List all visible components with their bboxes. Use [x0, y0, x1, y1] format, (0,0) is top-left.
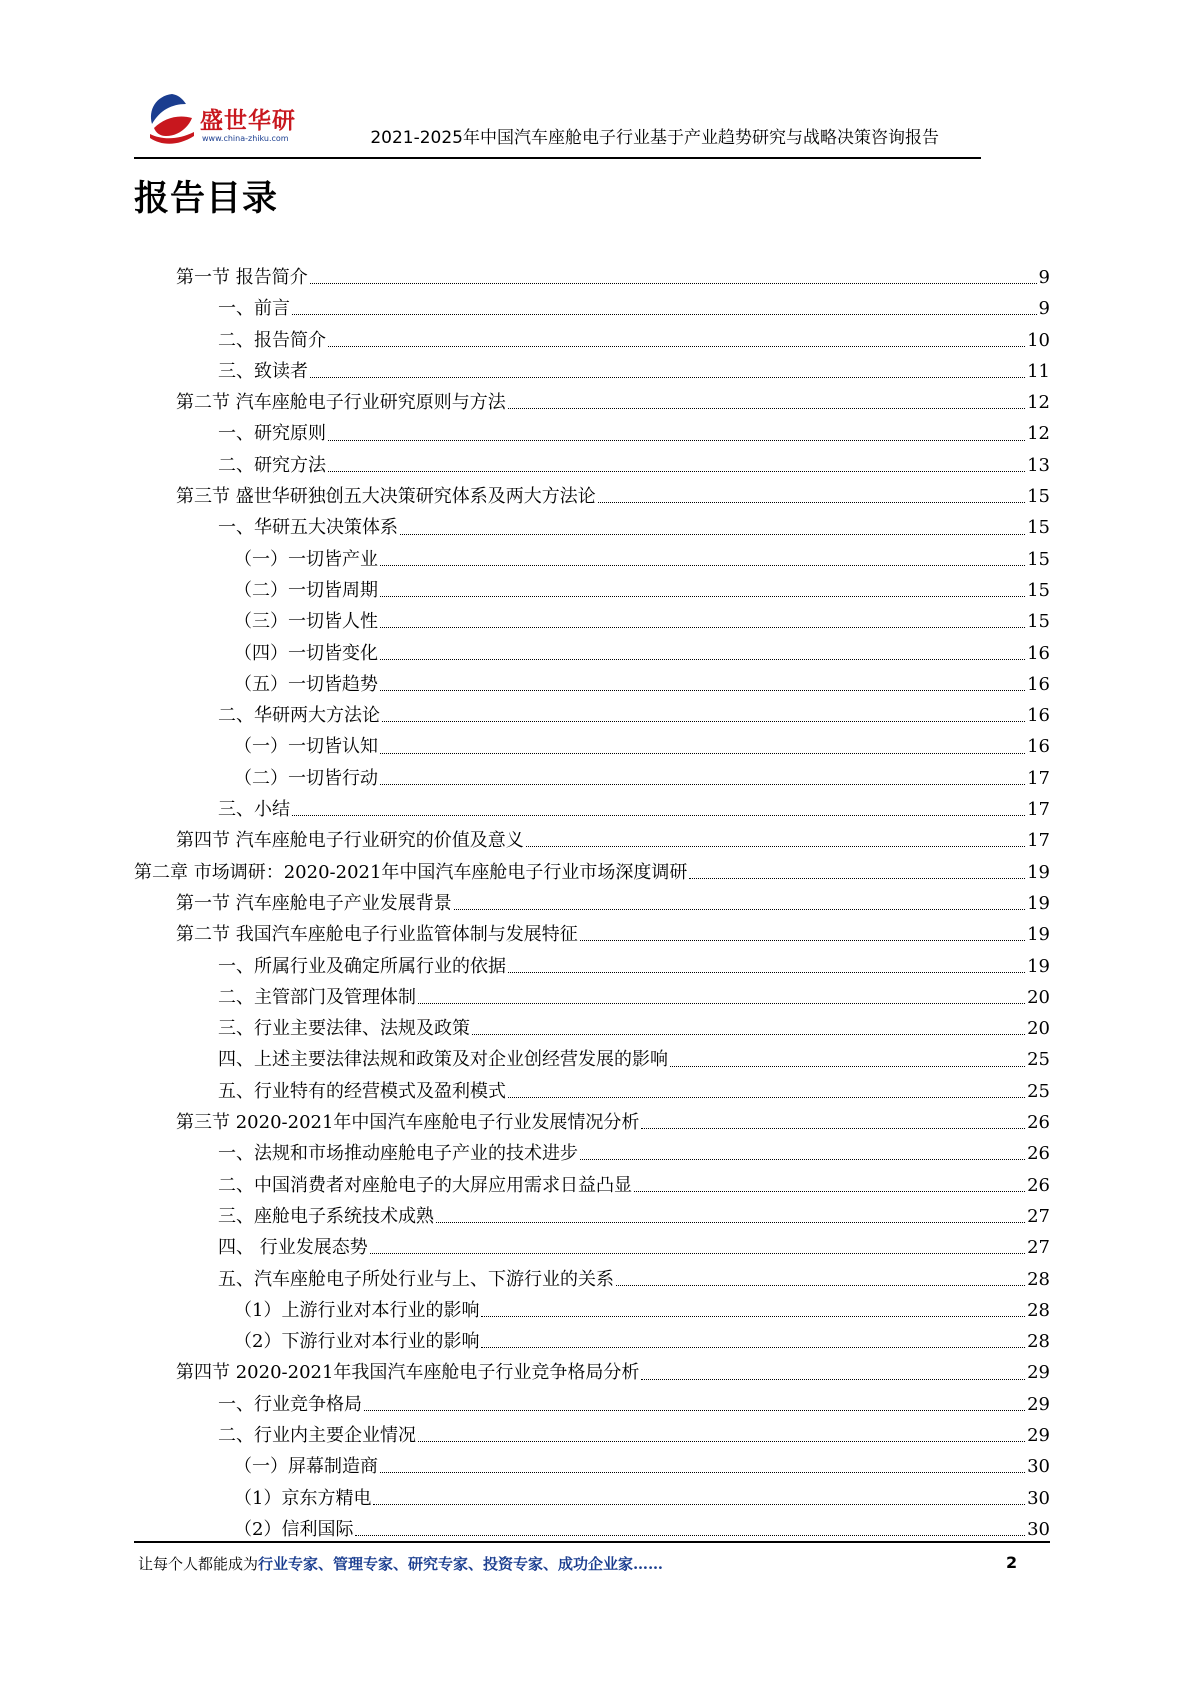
toc-entry[interactable] — [134, 1232, 1050, 1263]
footer-divider — [134, 1541, 1050, 1543]
toc-leader-dots — [508, 972, 1025, 973]
toc-entry-label: 三、小结 — [218, 799, 290, 821]
toc-entry-page: 15 — [1027, 517, 1050, 539]
toc-entry-label: 五、行业特有的经营模式及盈利模式 — [218, 1080, 506, 1102]
toc-entry[interactable] — [134, 1389, 1050, 1420]
toc-leader-dots — [380, 784, 1025, 785]
toc-entry-page: 17 — [1027, 767, 1050, 789]
toc-entry-page: 17 — [1027, 830, 1050, 852]
footer-slogan-accent: 行业专家、管理专家、研究专家、投资专家、成功企业家…… — [258, 1555, 664, 1573]
toc-entry-page: 10 — [1027, 329, 1050, 351]
toc-entry[interactable] — [134, 325, 1050, 356]
toc-leader-dots — [481, 1316, 1025, 1317]
toc-entry-label: 第一节 汽车座舱电子产业发展背景 — [176, 892, 452, 914]
toc-entry-page: 26 — [1027, 1174, 1050, 1196]
toc-entry-page: 15 — [1027, 486, 1050, 508]
toc-entry-label: 一、行业竞争格局 — [218, 1393, 362, 1415]
toc-leader-dots — [641, 1379, 1025, 1380]
toc-entry-page: 27 — [1027, 1205, 1050, 1227]
toc-leader-dots — [380, 627, 1025, 628]
toc-entry[interactable] — [134, 638, 1050, 669]
toc-entry-page: 27 — [1027, 1237, 1050, 1259]
toc-entry[interactable] — [134, 888, 1050, 919]
report-title: 2021-2025年中国汽车座舱电子行业基于产业趋势研究与战略决策咨询报告 — [370, 128, 939, 148]
toc-entry-page: 16 — [1027, 705, 1050, 727]
toc-leader-dots — [292, 314, 1037, 315]
toc-entry-page: 15 — [1027, 548, 1050, 570]
toc-leader-dots — [380, 690, 1025, 691]
toc-leader-dots — [328, 440, 1025, 441]
toc-entry[interactable] — [134, 1420, 1050, 1451]
toc-leader-dots — [382, 721, 1025, 722]
toc-entry-page: 19 — [1027, 861, 1050, 883]
toc-entry-label: 二、中国消费者对座舱电子的大屏应用需求日益凸显 — [218, 1174, 632, 1196]
toc-entry-page: 28 — [1027, 1331, 1050, 1353]
toc-entry-label: 一、前言 — [218, 298, 290, 320]
toc-leader-dots — [380, 753, 1025, 754]
toc-leader-dots — [310, 283, 1037, 284]
toc-entry-page: 16 — [1027, 642, 1050, 664]
toc-entry-label: （1）上游行业对本行业的影响 — [234, 1299, 480, 1321]
toc-entry-label: 第四节 2020-2021年我国汽车座舱电子行业竞争格局分析 — [176, 1362, 640, 1384]
toc-entry[interactable] — [134, 763, 1050, 794]
toc-entry-label: 第二节 汽车座舱电子行业研究原则与方法 — [176, 392, 506, 414]
toc-leader-dots — [380, 596, 1025, 597]
toc-entry[interactable] — [134, 1076, 1050, 1107]
toc-leader-dots — [689, 878, 1025, 879]
toc-entry-label: （2）下游行业对本行业的影响 — [234, 1331, 480, 1353]
toc-entry-label: 第三节 2020-2021年中国汽车座舱电子行业发展情况分析 — [176, 1112, 640, 1134]
company-logo — [142, 86, 322, 156]
toc-entry-label: 第四节 汽车座舱电子行业研究的价值及意义 — [176, 830, 524, 852]
toc-entry[interactable] — [134, 1170, 1050, 1201]
toc-entry-label: 二、研究方法 — [218, 454, 326, 476]
page-number: 2 — [1006, 1553, 1018, 1572]
toc-entry-page: 13 — [1027, 454, 1050, 476]
footer-slogan — [138, 1553, 663, 1574]
toc-entry-label: （二）一切皆行动 — [234, 767, 378, 789]
toc-entry-page: 25 — [1027, 1080, 1050, 1102]
toc-entry[interactable] — [134, 919, 1050, 950]
toc-entry-label: （三）一切皆人性 — [234, 611, 378, 633]
toc-leader-dots — [580, 940, 1025, 941]
toc-entry[interactable] — [134, 825, 1050, 856]
toc-entry[interactable] — [134, 1201, 1050, 1232]
toc-leader-dots — [418, 1441, 1025, 1442]
table-of-contents — [134, 262, 1050, 1545]
toc-leader-dots — [598, 502, 1025, 503]
toc-entry-label: 第一节 报告简介 — [176, 267, 308, 288]
toc-entry-page: 26 — [1027, 1112, 1050, 1134]
toc-entry-page: 30 — [1027, 1487, 1050, 1509]
toc-entry-label: 四、 行业发展态势 — [218, 1237, 368, 1259]
toc-leader-dots — [526, 846, 1025, 847]
toc-entry[interactable] — [134, 262, 1050, 293]
toc-entry-page: 12 — [1027, 423, 1050, 445]
toc-entry-page: 15 — [1027, 611, 1050, 633]
toc-leader-dots — [436, 1222, 1025, 1223]
toc-entry-page: 30 — [1027, 1518, 1050, 1540]
toc-entry-page: 25 — [1027, 1049, 1050, 1071]
toc-entry-label: 一、华研五大决策体系 — [218, 517, 398, 539]
toc-leader-dots — [418, 1003, 1025, 1004]
toc-entry[interactable] — [134, 951, 1050, 982]
toc-entry-page: 16 — [1027, 736, 1050, 758]
toc-entry-label: 第二节 我国汽车座舱电子行业监管体制与发展特征 — [176, 924, 578, 946]
page-header — [134, 78, 981, 158]
toc-entry-page: 16 — [1027, 673, 1050, 695]
toc-entry-label: 二、华研两大方法论 — [218, 705, 380, 727]
toc-entry[interactable] — [134, 606, 1050, 637]
toc-entry[interactable] — [134, 1483, 1050, 1514]
toc-entry[interactable] — [134, 731, 1050, 762]
toc-leader-dots — [634, 1191, 1025, 1192]
toc-leader-dots — [670, 1066, 1025, 1067]
toc-entry[interactable] — [134, 1326, 1050, 1357]
toc-entry[interactable] — [134, 481, 1050, 512]
toc-entry[interactable] — [134, 857, 1050, 888]
toc-leader-dots — [380, 1472, 1025, 1473]
toc-entry-page: 12 — [1027, 392, 1050, 414]
toc-entry-page: 28 — [1027, 1268, 1050, 1290]
toc-entry[interactable] — [134, 387, 1050, 418]
toc-entry-label: （四）一切皆变化 — [234, 642, 378, 664]
toc-entry[interactable] — [134, 1107, 1050, 1138]
toc-entry-page: 17 — [1027, 799, 1050, 821]
toc-leader-dots — [400, 534, 1025, 535]
logo-url: www.china-zhiku.com — [202, 134, 289, 143]
toc-entry-page: 26 — [1027, 1143, 1050, 1165]
toc-leader-dots — [292, 815, 1025, 816]
toc-entry-label: （五）一切皆趋势 — [234, 673, 378, 695]
toc-entry-page: 19 — [1027, 924, 1050, 946]
toc-entry[interactable] — [134, 794, 1050, 825]
page-title: 报告目录 — [134, 179, 279, 219]
toc-entry[interactable] — [134, 1044, 1050, 1075]
toc-leader-dots — [328, 346, 1025, 347]
toc-entry[interactable] — [134, 575, 1050, 606]
toc-entry[interactable] — [134, 669, 1050, 700]
toc-entry-page: 28 — [1027, 1299, 1050, 1321]
toc-entry[interactable] — [134, 982, 1050, 1013]
toc-entry-label: 一、研究原则 — [218, 423, 326, 445]
toc-leader-dots — [355, 1535, 1025, 1536]
toc-entry-page: 20 — [1027, 1018, 1050, 1040]
toc-entry-label: 二、行业内主要企业情况 — [218, 1424, 416, 1446]
logo-emblem-icon — [142, 88, 202, 148]
toc-entry-page: 9 — [1038, 298, 1050, 320]
toc-entry-page: 30 — [1027, 1456, 1050, 1478]
toc-entry-label: 二、主管部门及管理体制 — [218, 986, 416, 1008]
toc-leader-dots — [481, 1347, 1025, 1348]
footer-slogan-prefix: 让每个人都能成为 — [138, 1555, 259, 1573]
toc-leader-dots — [454, 909, 1025, 910]
toc-entry-label: 第三节 盛世华研独创五大决策研究体系及两大方法论 — [176, 486, 596, 508]
toc-leader-dots — [364, 1410, 1025, 1411]
toc-entry-page: 29 — [1027, 1393, 1050, 1415]
toc-entry-page: 9 — [1038, 267, 1050, 288]
toc-leader-dots — [580, 1159, 1025, 1160]
toc-entry-label: 一、所属行业及确定所属行业的依据 — [218, 955, 506, 977]
toc-entry[interactable] — [134, 1295, 1050, 1326]
toc-entry-page: 29 — [1027, 1424, 1050, 1446]
toc-entry[interactable] — [134, 512, 1050, 543]
toc-entry-label: 四、上述主要法律法规和政策及对企业创经营发展的影响 — [218, 1049, 668, 1071]
toc-leader-dots — [370, 1253, 1025, 1254]
toc-entry-label: 三、致读者 — [218, 360, 308, 382]
toc-entry-label: （一）屏幕制造商 — [234, 1456, 378, 1478]
toc-entry-label: （一）一切皆认知 — [234, 736, 378, 758]
toc-leader-dots — [508, 408, 1025, 409]
toc-entry[interactable] — [134, 418, 1050, 449]
toc-entry-page: 20 — [1027, 986, 1050, 1008]
toc-leader-dots — [310, 377, 1025, 378]
toc-leader-dots — [508, 1097, 1025, 1098]
toc-leader-dots — [380, 565, 1025, 566]
toc-entry[interactable] — [134, 356, 1050, 387]
toc-entry[interactable] — [134, 700, 1050, 731]
toc-leader-dots — [373, 1504, 1025, 1505]
toc-entry[interactable] — [134, 544, 1050, 575]
toc-entry-label: 三、行业主要法律、法规及政策 — [218, 1018, 470, 1040]
toc-entry-label: （一）一切皆产业 — [234, 548, 378, 570]
toc-entry-page: 15 — [1027, 579, 1050, 601]
toc-leader-dots — [641, 1128, 1025, 1129]
toc-entry-label: 一、法规和市场推动座舱电子产业的技术进步 — [218, 1143, 578, 1165]
toc-entry-page: 19 — [1027, 892, 1050, 914]
toc-entry[interactable] — [134, 1264, 1050, 1295]
toc-leader-dots — [328, 471, 1025, 472]
toc-entry-label: （2）信利国际 — [234, 1518, 354, 1540]
toc-entry-page: 11 — [1027, 360, 1050, 382]
toc-entry[interactable] — [134, 293, 1050, 324]
toc-entry[interactable] — [134, 1451, 1050, 1482]
toc-leader-dots — [472, 1034, 1025, 1035]
toc-entry-page: 29 — [1027, 1362, 1050, 1384]
toc-entry-label: 二、报告简介 — [218, 329, 326, 351]
toc-entry-label: （1）京东方精电 — [234, 1487, 372, 1509]
toc-entry[interactable] — [134, 1357, 1050, 1388]
header-divider — [134, 157, 981, 159]
toc-leader-dots — [616, 1285, 1025, 1286]
toc-entry-label: 五、汽车座舱电子所处行业与上、下游行业的关系 — [218, 1268, 614, 1290]
toc-entry[interactable] — [134, 1138, 1050, 1169]
toc-entry-label: 三、座舱电子系统技术成熟 — [218, 1205, 434, 1227]
toc-leader-dots — [380, 659, 1025, 660]
toc-entry-label: （二）一切皆周期 — [234, 579, 378, 601]
logo-text: 盛世华研 — [200, 108, 296, 134]
toc-entry[interactable] — [134, 450, 1050, 481]
toc-entry-label: 第二章 市场调研：2020-2021年中国汽车座舱电子行业市场深度调研 — [134, 861, 688, 883]
toc-entry-page: 19 — [1027, 955, 1050, 977]
toc-entry[interactable] — [134, 1013, 1050, 1044]
